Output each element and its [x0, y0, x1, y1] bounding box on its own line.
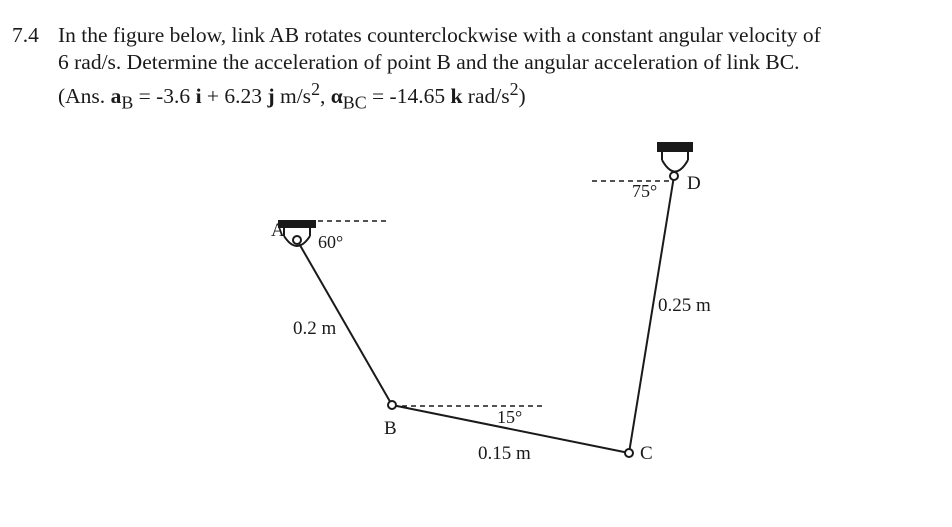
- j-unit: j: [267, 84, 275, 109]
- accel-exponent: 2: [311, 79, 321, 99]
- accel-symbol: a: [110, 84, 122, 109]
- problem-text-1: In the figure below, link AB rotates counterclockwise with a constant angular velocity of: [58, 23, 821, 47]
- label-point-a: A: [271, 220, 285, 241]
- accel-i-value: = -3.6: [133, 84, 196, 109]
- i-unit: i: [195, 84, 202, 109]
- alpha-exponent: 2: [509, 79, 519, 99]
- accel-j-value: + 6.23: [201, 84, 268, 109]
- pin-a: [293, 236, 301, 244]
- label-angle-a: 60°: [318, 232, 344, 252]
- support-d: [658, 143, 692, 172]
- answer-close: ): [518, 84, 526, 109]
- label-point-b: B: [384, 418, 397, 439]
- alpha-units: rad/s: [462, 84, 510, 109]
- answer-separator: ,: [320, 84, 331, 109]
- label-angle-d: 75°: [632, 181, 658, 201]
- label-length-ab: 0.2 m: [293, 318, 337, 339]
- pin-d: [670, 172, 678, 180]
- label-angle-b: 15°: [497, 407, 523, 427]
- label-length-bc: 0.15 m: [478, 443, 531, 464]
- problem-number: 7.4: [12, 23, 39, 47]
- alpha-symbol: α: [330, 84, 343, 109]
- label-length-cd: 0.25 m: [658, 295, 711, 316]
- accel-units: m/s: [274, 84, 312, 109]
- k-unit: k: [450, 84, 463, 109]
- label-point-c: C: [640, 443, 653, 464]
- problem-line-2: 6 rad/s. Determine the acceleration of point B and the angular acceleration of link BC.: [58, 50, 800, 74]
- alpha-subscript: BC: [342, 92, 367, 113]
- answer-open: (Ans.: [58, 84, 111, 109]
- label-point-d: D: [687, 173, 701, 194]
- accel-subscript: B: [121, 92, 134, 113]
- pin-b: [388, 401, 396, 409]
- alpha-value: = -14.65: [366, 84, 451, 109]
- pin-c: [625, 449, 633, 457]
